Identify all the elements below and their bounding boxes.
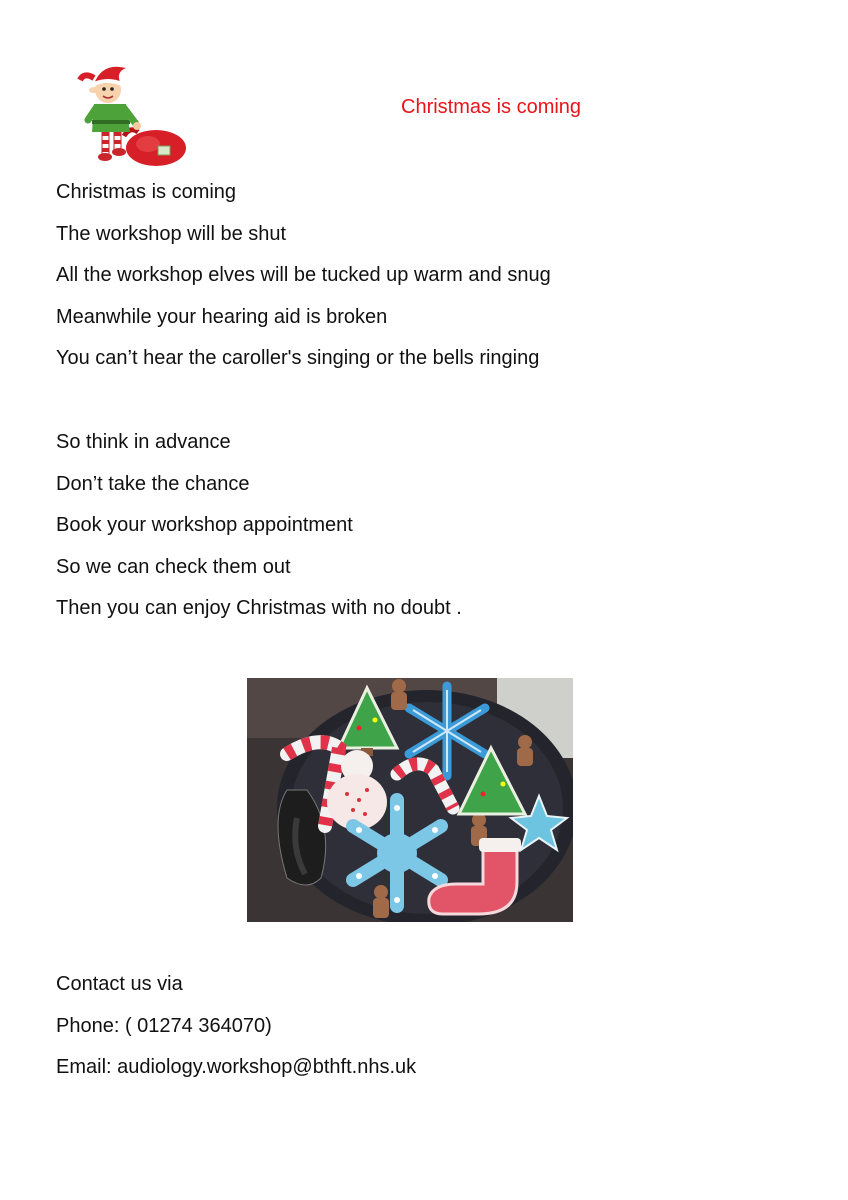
verse2-line-2: Don’t take the chance	[56, 473, 250, 495]
verse2-line-1: So think in advance	[56, 431, 231, 453]
elf-illustration	[64, 54, 192, 170]
verse1-line-1: Christmas is coming	[56, 181, 237, 203]
contact-phone: Phone: ( 01274 364070)	[56, 1015, 272, 1037]
cookies-photo	[247, 678, 573, 922]
verse2-line-4: So we can check them out	[56, 556, 291, 578]
verse2-line-3: Book your workshop appointment	[56, 514, 353, 536]
verse1-line-5: You can’t hear the caroller's singing or the bells ringing	[56, 347, 540, 369]
verse2-line-5: Then you can enjoy Christmas with no doubt .	[56, 597, 462, 619]
verse1-line-2: The workshop will be shut	[56, 223, 287, 245]
verse1-line-3: All the workshop elves will be tucked up warm and snug	[56, 264, 551, 286]
page-title: Christmas is coming	[401, 96, 582, 118]
verse1-line-4: Meanwhile your hearing aid is broken	[56, 306, 388, 328]
contact-heading: Contact us via	[56, 973, 183, 995]
contact-email[interactable]: Email: audiology.workshop@bthft.nhs.uk	[56, 1056, 417, 1078]
